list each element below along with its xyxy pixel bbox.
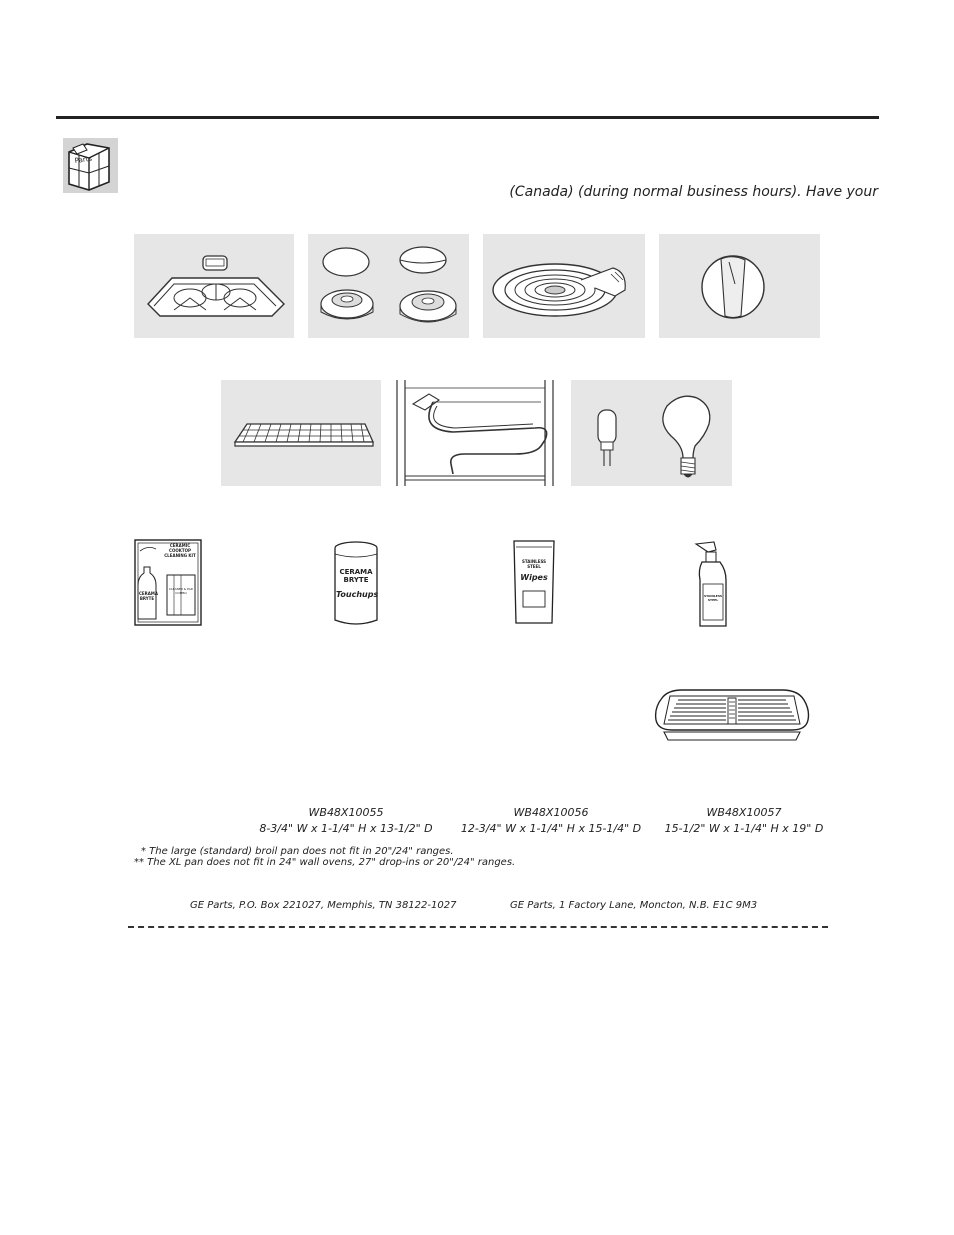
address-us: GE Parts, P.O. Box 221027, Memphis, TN 38122-1027 [190, 900, 457, 911]
accessory-tile-oven-rack [221, 380, 381, 486]
grate-icon [134, 234, 294, 338]
broil-pan-small-model: WB48X10055 [308, 806, 384, 819]
parts-box-label: Parts [74, 154, 93, 165]
cleaning-kit-label: CERAMIC COOKTOP CLEANING KIT [164, 543, 196, 558]
burner-cap-icon [308, 234, 469, 338]
broil-pan-xl-dims: 15-1/2" W x 1-1/4" H x 19" D [664, 822, 824, 835]
wipes-packet-label: STAINLESS STEEL [521, 559, 547, 569]
broil-pan-icon [652, 686, 812, 744]
accessory-tile-bulbs [571, 380, 732, 486]
intro-text: (Canada) (during normal business hours). Have your [509, 184, 878, 200]
accessory-tile-bake-element [395, 380, 556, 486]
broil-pan-illustration [652, 686, 812, 744]
cleaning-kit-sub: CERAMA BRYTE [139, 591, 158, 601]
broil-pan-xl [634, 805, 854, 837]
accessory-tile-knob [659, 234, 820, 338]
accessory-tile-drip-pan [483, 234, 645, 338]
spray-bottle-icon [692, 540, 732, 630]
oven-rack-icon [221, 380, 381, 486]
touchup-canister-icon [332, 540, 380, 628]
knob-icon [659, 234, 820, 338]
accessory-tile-burner-caps [308, 234, 469, 338]
broil-pan-xl-model: WB48X10057 [706, 806, 782, 819]
spray-bottle-product [692, 540, 732, 630]
footnote-xl-pan: ** The XL pan does not fit in 24" wall ovens, 27" drop-ins or 20"/24" ranges. [134, 857, 516, 868]
light-bulb-icon [571, 380, 732, 486]
header-rule [56, 116, 879, 119]
broil-pan-large-model: WB48X10056 [513, 806, 589, 819]
address-canada: GE Parts, 1 Factory Lane, Moncton, N.B. E1C 9M3 [510, 900, 758, 911]
spray-bottle-label: STAINLESS STEEL [703, 594, 723, 602]
wipes-packet-icon [511, 537, 557, 627]
broil-pan-large-dims: 12-3/4" W x 1-1/4" H x 15-1/4" D [460, 822, 642, 835]
cleaning-kit-product [134, 539, 202, 627]
parts-box-icon [63, 138, 118, 193]
wipes-packet-sub: Wipes [520, 573, 548, 582]
broil-pan-small-dims: 8-3/4" W x 1-1/4" H x 13-1/2" D [259, 822, 433, 835]
touchup-canister-label: CERAMA BRYTE [339, 568, 373, 584]
touchup-canister-sub: Touchups [336, 590, 379, 599]
broil-pan-small [236, 805, 456, 837]
accessory-tile-grate [134, 234, 294, 338]
touchup-canister-product [332, 540, 380, 628]
wipes-packet-product [511, 537, 557, 627]
broil-pan-large [441, 805, 661, 837]
bake-element-icon [395, 380, 556, 486]
cut-line-divider [128, 926, 828, 928]
cleaning-kit-sub2: CLEANER & PAD COMBO [168, 587, 194, 595]
drip-pan-icon [483, 234, 645, 338]
footnote-large-pan: * The large (standard) broil pan does not fit in 20"/24" ranges. [141, 846, 454, 857]
